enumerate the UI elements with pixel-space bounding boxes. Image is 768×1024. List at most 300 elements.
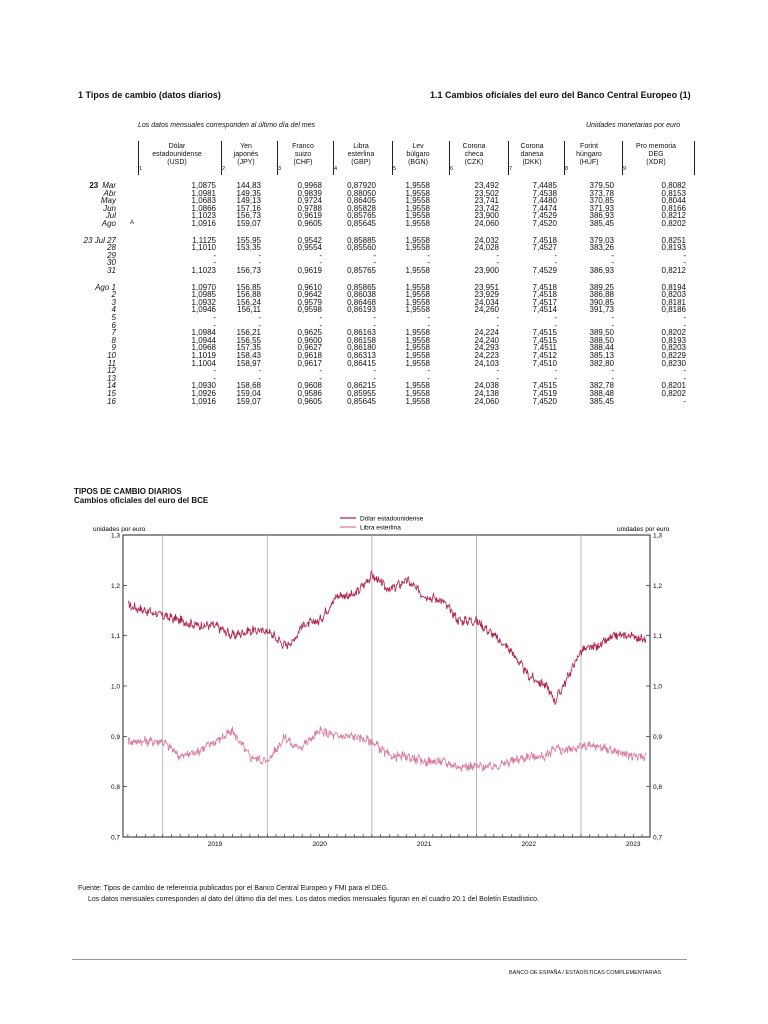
column-header-line: (BGN) (408, 159, 428, 166)
table-cell: 0,86193 (347, 305, 376, 315)
row-label: 31 (107, 266, 116, 275)
y-tick-label-left: 0,7 (110, 834, 120, 842)
table-cell: 0,9586 (297, 389, 322, 398)
table-cell: - (373, 366, 376, 376)
table-cell: 7,4538 (532, 188, 557, 198)
table-row (0, 267, 768, 275)
table-cell: 386,93 (589, 266, 614, 275)
y-tick-label-left: 1,0 (110, 683, 120, 691)
table-cell: 0,8202 (661, 219, 686, 228)
row-mark: A (130, 220, 135, 226)
column-header-line: (CHF) (293, 159, 313, 166)
table-cell: 0,9724 (297, 196, 322, 206)
table-cell: 0,8203 (661, 290, 686, 300)
table-cell: 1,1023 (191, 211, 216, 221)
table-cell: 390,85 (589, 297, 614, 307)
table-cell: 157,35 (236, 343, 261, 353)
column-number: 7 (509, 166, 513, 172)
table-cell: 0,86405 (347, 196, 376, 206)
table-cell: 7,4519 (532, 389, 557, 398)
row-label: Ago 1 (95, 282, 116, 292)
table-cell: 149,13 (236, 196, 261, 206)
table-cell: 1,0981 (191, 188, 216, 198)
table-cell: 1,0970 (191, 282, 216, 292)
column-number: 5 (393, 166, 397, 172)
table-cell: - (213, 373, 216, 383)
x-tick-label: 2020 (312, 841, 327, 848)
table-cell: 0,86215 (347, 381, 376, 391)
table-cell: - (611, 258, 614, 268)
table-cell: 158,97 (236, 358, 261, 368)
table-cell: - (373, 373, 376, 383)
table-cell: - (427, 258, 430, 268)
section-title: 1 Tipos de cambio (datos diarios) (78, 90, 221, 100)
table-cell: 24,260 (474, 305, 499, 315)
column-header-line: Forint (580, 143, 598, 150)
table-cell: 0,9625 (297, 328, 322, 338)
note-right: Unidades monetarias por euro (586, 122, 681, 129)
column-header-line: (GBP) (351, 159, 371, 166)
column-header-line: búlgaro (406, 151, 430, 158)
table-cell: 1,1004 (191, 358, 216, 368)
row-label: 14 (107, 381, 116, 391)
table-cell: 0,8201 (661, 381, 686, 391)
column-number: 4 (334, 166, 338, 172)
table-cell: - (319, 313, 322, 322)
table-cell: - (496, 320, 499, 330)
row-label: Ago (101, 219, 116, 228)
row-label: 8 (111, 335, 116, 345)
table-cell: 23,900 (474, 211, 499, 221)
row-label: Abr (103, 188, 116, 198)
table-cell: 0,8230 (661, 358, 686, 368)
subsection-title: 1.1 Cambios oficiales del euro del Banco Central Europeo (1) (430, 90, 691, 100)
y-tick-label-left: 1,1 (110, 633, 120, 641)
row-label: 29 (107, 250, 116, 260)
table-cell: 7,4474 (532, 203, 557, 213)
row-label: 6 (111, 320, 116, 330)
table-cell: - (554, 366, 557, 376)
series-line (128, 726, 646, 771)
table-cell: 0,85765 (347, 266, 376, 275)
table-cell: 0,86468 (347, 297, 376, 307)
table-cell: 1,0946 (191, 305, 216, 315)
table-cell: 1,9558 (405, 358, 430, 368)
footer-note: Los datos mensuales corresponden al dato del último día del mes. Los datos medios mensuales figuran en el cuadro 20.1 del Boletín Estadístico. (88, 896, 539, 903)
table-cell: 0,8202 (661, 328, 686, 338)
table-cell: 371,93 (589, 203, 614, 213)
table-cell: 0,8194 (661, 282, 686, 292)
table-cell: 1,9558 (405, 396, 430, 406)
column-header-line: japonés (233, 151, 259, 158)
table-cell: 0,9617 (297, 358, 322, 368)
x-tick-label: 2023 (626, 841, 641, 848)
y-tick-label-right: 1,0 (653, 683, 663, 691)
table-cell: 0,8186 (661, 305, 686, 315)
row-label: 4 (111, 305, 116, 315)
table-cell: 0,9600 (297, 335, 322, 345)
table-cell: 1,0984 (191, 328, 216, 338)
table-cell: 385,45 (589, 219, 614, 228)
table-cell: 23,900 (474, 266, 499, 275)
exchange-rate-chart (0, 500, 768, 860)
table-cell: 153,35 (236, 243, 261, 253)
table-cell: - (496, 366, 499, 376)
column-header-line: Yen (240, 143, 252, 150)
table-cell: 1,0968 (191, 343, 216, 353)
table-cell: 1,9558 (405, 211, 430, 221)
column-header-line: estadounidense (152, 151, 202, 158)
table-cell: 24,223 (474, 351, 499, 360)
table-cell: 7,4512 (532, 351, 557, 360)
table-cell: 389,25 (589, 282, 614, 292)
table-cell: 0,85645 (347, 396, 376, 406)
column-header-line: Corona (462, 143, 486, 150)
y-tick-label-left: 0,8 (110, 784, 120, 792)
row-label: 23 Jul 27 (83, 235, 116, 245)
row-label: 10 (107, 351, 116, 360)
y-tick-label-left: 0,9 (110, 733, 120, 741)
column-header-line: húngaro (576, 151, 602, 158)
table-cell: - (611, 313, 614, 322)
table-cell: 1,0916 (191, 219, 216, 228)
column-header-line: checa (464, 151, 484, 158)
table-cell: 388,44 (589, 343, 614, 353)
column-header-line: DEG (648, 151, 664, 158)
table-cell: - (427, 250, 430, 260)
table-cell: 7,4520 (532, 219, 557, 228)
table-cell: 0,9608 (297, 381, 322, 391)
table-cell: - (213, 320, 216, 330)
table-cell: 1,9558 (405, 343, 430, 353)
row-label: 13 (107, 373, 116, 383)
row-label: Jun (103, 203, 116, 213)
table-cell: 0,9579 (297, 297, 322, 307)
row-label: May (100, 196, 116, 206)
table-cell: 1,9558 (405, 305, 430, 315)
table-cell: 144,83 (236, 181, 261, 190)
legend-label: Libra esterlina (360, 524, 401, 532)
table-cell: - (213, 258, 216, 268)
table-cell: 1,1125 (192, 235, 216, 245)
column-header-line: Dólar (168, 143, 186, 150)
table-cell: - (683, 320, 686, 330)
table-cell: 0,85955 (347, 389, 376, 398)
table-cell: 149,35 (236, 188, 261, 198)
table-cell: 158,43 (236, 351, 261, 360)
table-cell: - (258, 366, 261, 376)
table-cell: 24,034 (474, 297, 499, 307)
table-cell: 1,1010 (191, 243, 216, 253)
table-cell: 0,9605 (297, 219, 322, 228)
x-tick-label: 2021 (416, 841, 432, 848)
y-tick-label-right: 0,8 (653, 784, 663, 792)
table-cell: - (319, 373, 322, 383)
table-cell: 0,86180 (347, 343, 376, 353)
table-cell: - (611, 320, 614, 330)
table-cell: 23,492 (474, 181, 499, 190)
table-cell: 0,8212 (661, 266, 686, 275)
table-cell: 24,293 (474, 343, 499, 353)
table-cell: 159,07 (236, 396, 261, 406)
table-cell: - (213, 366, 216, 376)
table-cell: 1,9558 (405, 243, 430, 253)
table-cell: 0,9642 (297, 290, 322, 300)
table-cell: 1,1019 (191, 351, 216, 360)
table-cell: - (427, 313, 430, 322)
column-header-line: (XDR) (646, 159, 666, 166)
y-tick-label-right: 0,9 (653, 733, 663, 741)
table-cell: 383,26 (589, 243, 614, 253)
row-label: 23 Mar (89, 181, 116, 190)
table-cell: 0,9619 (297, 266, 322, 275)
table-cell: 1,9558 (405, 282, 430, 292)
table-cell: 23,741 (474, 196, 499, 206)
column-number: 3 (278, 166, 282, 172)
table-cell: 1,0985 (191, 290, 216, 300)
table-cell: 0,85885 (347, 235, 376, 245)
table-cell: - (611, 373, 614, 383)
legend-label: Dólar estadounidense (360, 515, 424, 523)
table-cell: 1,9558 (405, 389, 430, 398)
column-header-line: danesa (520, 151, 544, 158)
column-header-line: Corona (520, 143, 544, 150)
row-label: 11 (107, 358, 116, 368)
column-header (139, 143, 215, 167)
table-cell: 0,85765 (347, 211, 376, 221)
table-cell: 1,0916 (191, 396, 216, 406)
column-header-line: suizo (294, 151, 312, 158)
chart-title-line1: TIPOS DE CAMBIO DIARIOS (74, 487, 182, 496)
column-header-line: Franco (292, 143, 314, 150)
table-cell: 0,86415 (347, 358, 376, 368)
table-cell: 7,4511 (533, 343, 557, 353)
table-cell: 1,1023 (191, 266, 216, 275)
column-header-line: (HUF) (579, 159, 599, 166)
table-cell: 156,85 (236, 282, 261, 292)
column-header-line: Libra (353, 143, 369, 150)
table-cell: - (496, 250, 499, 260)
table-cell: 24,038 (474, 381, 499, 391)
table-cell: 1,9558 (405, 351, 430, 360)
table-cell: 0,9618 (297, 351, 322, 360)
table-cell: 0,9788 (297, 203, 322, 213)
table-cell: 1,0683 (191, 196, 216, 206)
table-row (0, 398, 768, 406)
chart-title-line2: Cambios oficiales del euro del BCE (74, 496, 209, 505)
table-cell: 0,86038 (347, 290, 376, 300)
table-cell: - (496, 373, 499, 383)
table-cell: 156,11 (237, 305, 261, 315)
table-cell: 382,78 (589, 381, 614, 391)
table-cell: - (496, 313, 499, 322)
table-cell: 7,4515 (532, 381, 557, 391)
table-cell: 7,4529 (532, 266, 557, 275)
table-cell: 0,9605 (297, 396, 322, 406)
table-cell: 0,9968 (297, 181, 322, 190)
table-cell: 1,9558 (405, 381, 430, 391)
table-cell: 7,4480 (532, 196, 557, 206)
table-cell: - (496, 258, 499, 268)
table-cell: - (258, 320, 261, 330)
table-cell: 156,21 (236, 328, 261, 338)
table-cell: 1,0932 (191, 297, 216, 307)
table-cell: - (319, 320, 322, 330)
y-tick-label-right: 1,3 (653, 532, 663, 540)
table-cell: 7,4515 (532, 328, 557, 338)
table-cell: - (319, 250, 322, 260)
table-cell: 24,032 (474, 235, 499, 245)
table-cell: 0,8202 (661, 389, 686, 398)
row-label: 28 (107, 243, 116, 253)
table-cell: 7,4518 (532, 235, 557, 245)
table-cell: 0,9619 (297, 211, 322, 221)
row-label: 15 (107, 389, 116, 398)
page-label: BANCO DE ESPAÑA / ESTADÍSTICAS COMPLEMENTARIAS (509, 970, 662, 976)
table-cell: 1,9558 (405, 328, 430, 338)
row-label: 30 (107, 258, 116, 268)
table-cell: 0,9610 (297, 282, 322, 292)
table-cell: 0,85645 (347, 219, 376, 228)
table-cell: 0,8166 (661, 203, 686, 213)
table-cell: - (258, 250, 261, 260)
table-cell: 7,4515 (532, 335, 557, 345)
table-cell: 7,4517 (532, 297, 557, 307)
table-cell: 1,9558 (405, 196, 430, 206)
table-cell: 1,9558 (405, 266, 430, 275)
table-cell: - (427, 366, 430, 376)
table-cell: 0,85828 (347, 203, 376, 213)
table-cell: 0,9554 (297, 243, 322, 253)
x-tick-label: 2022 (521, 841, 536, 848)
table-cell: 1,0866 (191, 203, 216, 213)
row-label: 2 (111, 290, 116, 300)
table-cell: - (427, 320, 430, 330)
table-cell: 1,0930 (191, 381, 216, 391)
table-cell: 385,45 (589, 396, 614, 406)
table-cell: - (554, 313, 557, 322)
table-cell: 0,8212 (661, 211, 686, 221)
table-cell: - (683, 366, 686, 376)
footer-divider (72, 959, 687, 960)
table-cell: 0,8251 (661, 235, 686, 245)
table-cell: 23,929 (474, 290, 499, 300)
table-cell: 1,9558 (405, 235, 430, 245)
table-cell: 0,86313 (347, 351, 376, 360)
column-header (551, 143, 627, 167)
table-cell: 1,9558 (405, 219, 430, 228)
table-cell: 0,8082 (661, 181, 686, 190)
table-cell: 386,88 (589, 290, 614, 300)
table-cell: 0,85865 (347, 282, 376, 292)
y-tick-label-right: 1,2 (653, 582, 663, 590)
table-cell: - (554, 373, 557, 383)
table-cell: - (554, 250, 557, 260)
table-cell: 373,78 (589, 188, 614, 198)
table-cell: 0,8193 (661, 243, 686, 253)
table-cell: 1,0875 (191, 181, 216, 190)
y-tick-label-left: 1,2 (110, 582, 120, 590)
table-cell: 391,73 (589, 305, 614, 315)
row-year: 23 (89, 181, 99, 190)
y-tick-label-left: 1,3 (110, 532, 120, 540)
y-tick-label-right: 0,7 (653, 834, 663, 842)
table-cell: 24,028 (474, 243, 499, 253)
table-cell: 0,8229 (661, 351, 686, 360)
table-cell: 24,060 (474, 396, 499, 406)
table-cell: - (683, 396, 686, 406)
table-cell: - (611, 250, 614, 260)
table-cell: 385,13 (589, 351, 614, 360)
table-cell: 0,8193 (661, 335, 686, 345)
plot-frame (123, 535, 650, 837)
table-cell: 0,86158 (347, 335, 376, 345)
table-cell: 1,0926 (191, 389, 216, 398)
table-cell: 388,50 (589, 335, 614, 345)
table-cell: 159,07 (236, 219, 261, 228)
table-cell: 1,9558 (405, 203, 430, 213)
row-label: 9 (111, 343, 116, 353)
table-cell: 157,16 (236, 203, 261, 213)
column-number: 1 (139, 166, 143, 172)
table-cell: - (258, 313, 261, 322)
table-cell: 1,9558 (405, 335, 430, 345)
table-cell: 7,4520 (532, 396, 557, 406)
table-cell: - (319, 258, 322, 268)
row-label: Jul (105, 211, 116, 221)
table-cell: - (427, 373, 430, 383)
y-tick-label-right: 1,1 (653, 633, 663, 641)
table-cell: 386,93 (589, 211, 614, 221)
table-cell: - (213, 313, 216, 322)
column-header-line: Lev (412, 143, 424, 150)
column-header-line: (DKK) (522, 159, 542, 166)
table-cell: 0,9627 (297, 343, 322, 353)
series-line (128, 571, 646, 705)
table-cell: 156,55 (236, 335, 261, 345)
table-cell: 24,060 (474, 219, 499, 228)
table-cell: 0,8153 (661, 188, 686, 198)
table-cell: 379,50 (589, 181, 614, 190)
table-cell: - (683, 373, 686, 383)
table-cell: - (373, 320, 376, 330)
table-cell: 382,80 (589, 358, 614, 368)
table-cell: 7,4527 (532, 243, 557, 253)
table-cell: 158,68 (236, 381, 261, 391)
note-left: Los datos mensuales corresponden al último día del mes (138, 122, 316, 129)
table-cell: - (683, 313, 686, 322)
table-cell: - (683, 258, 686, 268)
table-cell: 0,85560 (347, 243, 376, 253)
table-cell: 1,9558 (405, 297, 430, 307)
x-tick-label: 2019 (207, 841, 223, 848)
table-cell: 156,73 (236, 211, 261, 221)
table-cell: 0,9598 (297, 305, 322, 315)
y-axis-label-left: unidades por euro (93, 526, 146, 533)
table-cell: 24,138 (474, 389, 499, 398)
table-cell: 7,4529 (532, 211, 557, 221)
table-cell: 389,50 (589, 328, 614, 338)
table-cell: - (683, 250, 686, 260)
table-cell: 1,9558 (405, 188, 430, 198)
column-header-line: esterlina (347, 151, 375, 158)
table-cell: 0,87920 (347, 181, 376, 190)
table-cell: 0,9542 (297, 235, 322, 245)
column-header-line: (JPY) (237, 159, 255, 166)
table-cell: 379,03 (589, 235, 614, 245)
table-cell: 24,224 (474, 328, 499, 338)
column-number: 2 (222, 166, 226, 172)
